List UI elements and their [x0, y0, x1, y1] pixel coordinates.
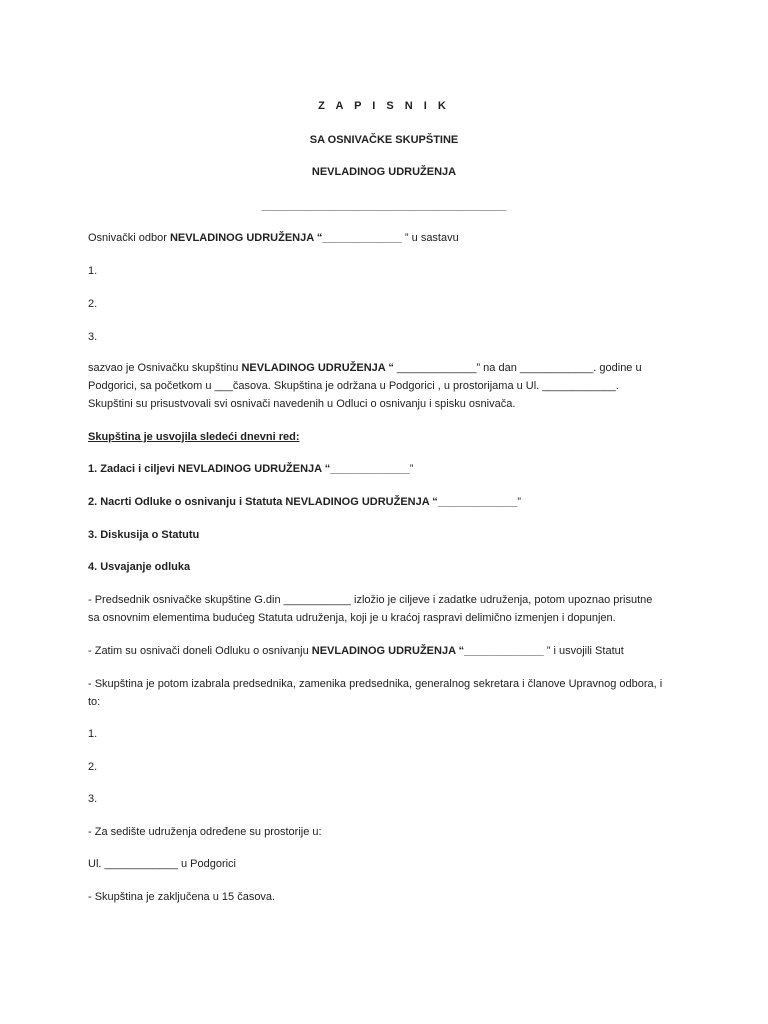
agenda-item-2-quote: ” [517, 496, 522, 508]
agenda-item-1-text: 1. Zadaci i ciljevi NEVLADINOG UDRUŽENJA “_____________ [88, 463, 410, 475]
convene-line-3: Skupštini su prisustvovali svi osnivači navedenih u Odluci o osnivanju i spisku osnivača. [88, 398, 516, 410]
president-paragraph-line-1: - Predsednik osnivačke skupštine G.din ___________ izložio je ciljeve i zadatke udruženja, potom upoznao prisutne [88, 594, 653, 606]
document-subtitle-assembly: SA OSNIVAČKE SKUPŠTINE [309, 134, 459, 146]
document-title: Z A P I S N I K [318, 100, 450, 112]
decision-organization-name: NEVLADINOG UDRUŽENJA “_____________ [311, 645, 544, 657]
agenda-item-3: 3. Diskusija o Statutu [88, 529, 200, 541]
intro-line [88, 229, 688, 247]
decision-text: - Zatim su osnivači doneli Odluku o osnivanju [88, 645, 312, 657]
agenda-heading: Skupština je usvojila sledeći dnevni red: [88, 431, 300, 443]
member-item-1: 1. [88, 728, 98, 740]
agenda-item-4: 4. Usvajanje odluka [88, 561, 191, 573]
seat-address: Ul. ____________ u Podgorici [88, 858, 237, 870]
founder-item-3: 3. [88, 331, 98, 343]
founder-item-1: 1. [88, 265, 98, 277]
founder-item-2: 2. [88, 298, 98, 310]
closing-paragraph: - Skupština je zaključena u 15 časova. [88, 891, 276, 903]
president-paragraph-line-2: sa osnovnim elementima budućeg Statuta udruženja, koji je u kraćoj raspravi delimično izmenjen i dopunjen. [88, 612, 616, 624]
seat-paragraph: - Za sedište udruženja određene su prostorije u: [88, 826, 322, 838]
decision-paragraph [88, 642, 688, 660]
convene-text: sazvao je Osnivačku skupštinu [88, 362, 242, 374]
member-item-3: 3. [88, 793, 98, 805]
document-subtitle-organization: NEVLADINOG UDRUŽENJA [311, 166, 457, 178]
member-item-2: 2. [88, 761, 98, 773]
election-paragraph-line-2: to: [88, 696, 101, 708]
convene-date-blank: _____________” na dan ____________. godine u [396, 362, 642, 374]
election-paragraph-line-1: - Skupština je potom izabrala predsednika, zamenika predsednika, generalnog sekretara i članove Upravnog odbora, i [88, 678, 663, 690]
agenda-item-2 [88, 493, 688, 511]
convene-line-2: Podgorici, sa početkom u ___časova. Skupština je održana u Podgorici , u prostorijama u Ul. ____________. [88, 380, 619, 392]
intro-text: Osnivački odbor [88, 232, 170, 244]
agenda-item-1 [88, 460, 688, 478]
decision-suffix: ” i usvojili Statut [546, 645, 624, 657]
intro-suffix: ” u sastavu [404, 232, 459, 244]
agenda-item-1-quote: ” [409, 463, 414, 475]
agenda-item-2-text: 2. Nacrti Odluke o osnivanju i Statuta NEVLADINOG UDRUŽENJA “_____________ [88, 496, 518, 508]
convene-organization-name: NEVLADINOG UDRUŽENJA “ [241, 362, 394, 374]
intro-organization-name: NEVLADINOG UDRUŽENJA “_____________ [169, 232, 402, 244]
organization-name-blank: ________________________________________ [261, 200, 507, 212]
convene-line-1 [88, 359, 688, 377]
